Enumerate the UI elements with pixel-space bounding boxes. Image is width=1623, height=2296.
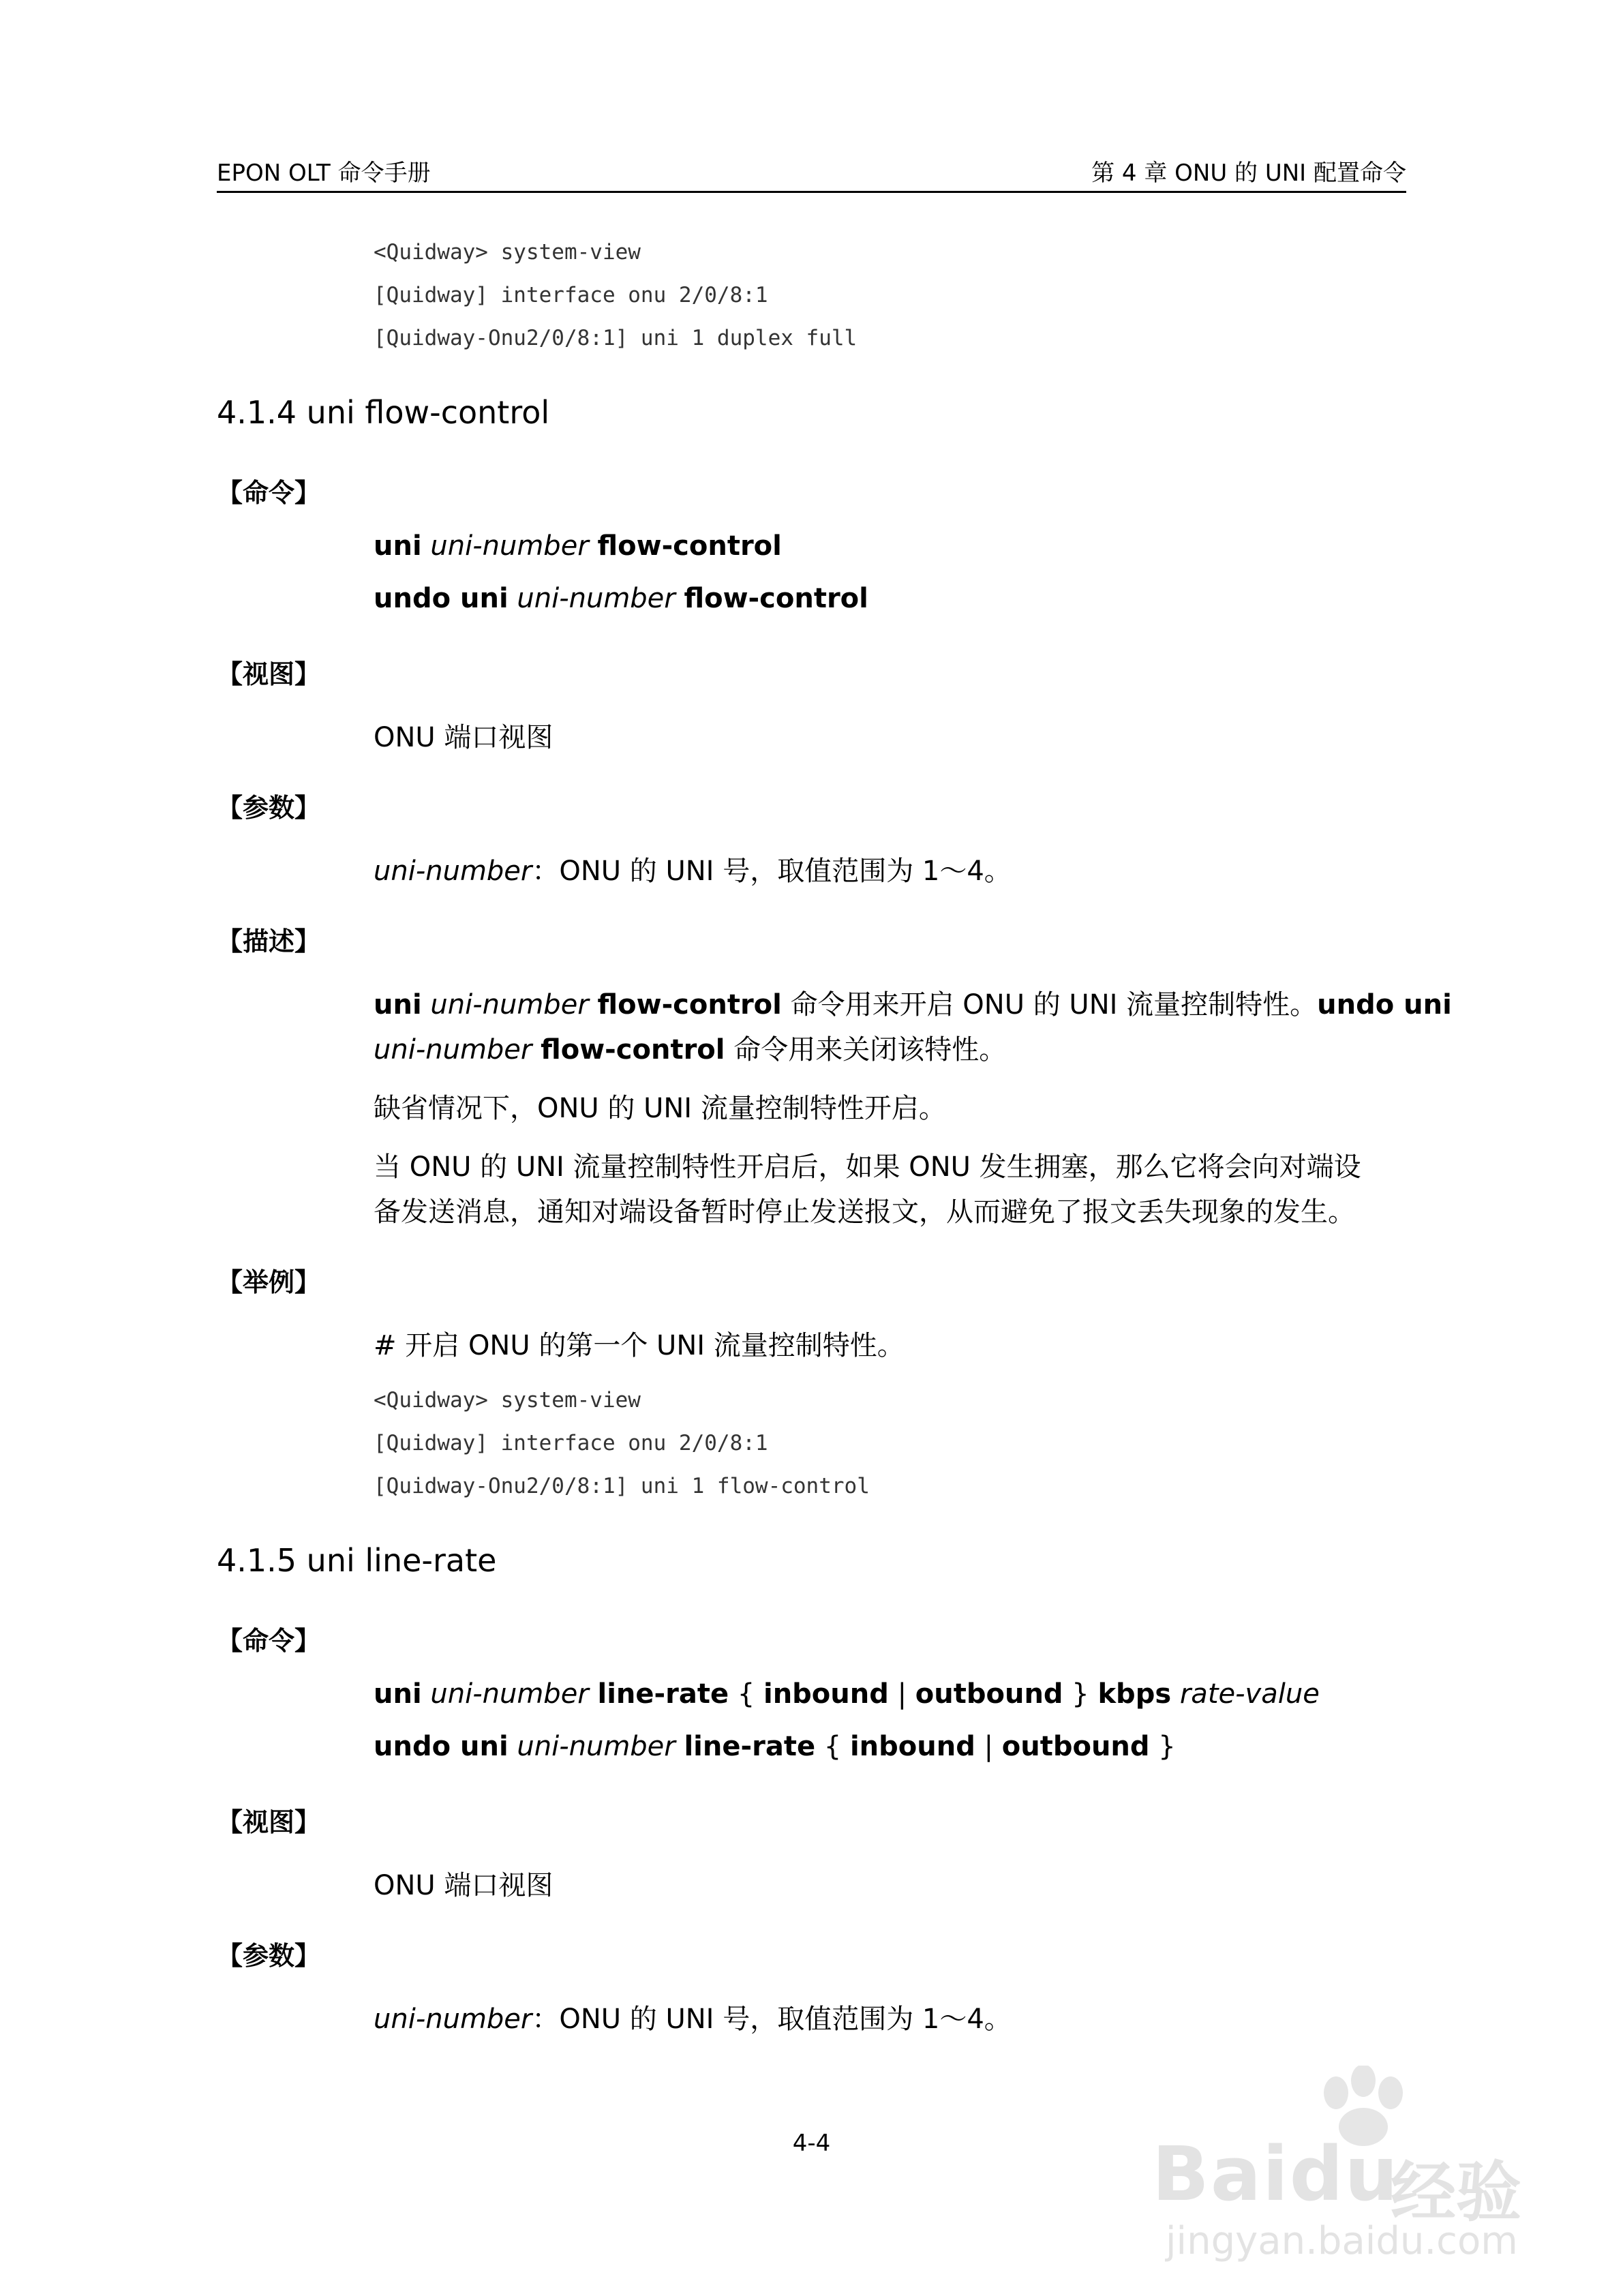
watermark-brand-2: du — [1289, 2130, 1399, 2218]
command-syntax: uni uni-number flow-control — [374, 530, 782, 562]
page-number: 4-4 — [792, 2130, 831, 2157]
command-syntax: uni uni-number line-rate { inbound | outbound } kbps rate-value — [374, 1678, 1320, 1710]
example-text: # 开启 ONU 的第一个 UNI 流量控制特性。 — [374, 1330, 905, 1361]
running-header-left: EPON OLT 命令手册 — [217, 160, 431, 187]
command-syntax-undo: undo uni uni-number flow-control — [374, 583, 868, 614]
label-command: 【命令】 — [217, 478, 321, 508]
description-line: 当 ONU 的 UNI 流量控制特性开启后，如果 ONU 发生拥塞，那么它将会向对端设 — [374, 1151, 1361, 1183]
code-line: <Quidway> system-view — [374, 240, 641, 265]
label-command: 【命令】 — [217, 1626, 321, 1656]
parameter-text: uni-number：ONU 的 UNI 号，取值范围为 1～4。 — [374, 2004, 1012, 2035]
parameter-text: uni-number：ONU 的 UNI 号，取值范围为 1～4。 — [374, 856, 1012, 887]
description-line: 备发送消息，通知对端设备暂时停止发送报文，从而避免了报文丢失现象的发生。 — [374, 1196, 1355, 1228]
label-example: 【举例】 — [217, 1267, 321, 1297]
header-rule — [217, 191, 1406, 193]
command-syntax-undo: undo uni uni-number line-rate { inbound | outbound } — [374, 1731, 1176, 1762]
view-text: ONU 端口视图 — [374, 1870, 553, 1901]
label-view: 【视图】 — [217, 659, 321, 689]
code-line: [Quidway] interface onu 2/0/8:1 — [374, 283, 768, 307]
code-line: [Quidway] interface onu 2/0/8:1 — [374, 1431, 768, 1455]
code-line: [Quidway-Onu2/0/8:1] uni 1 flow-control — [374, 1474, 870, 1498]
view-text: ONU 端口视图 — [374, 722, 553, 753]
code-line: <Quidway> system-view — [374, 1388, 641, 1413]
description-line: 缺省情况下，ONU 的 UNI 流量控制特性开启。 — [374, 1093, 946, 1124]
running-header-right: 第 4 章 ONU 的 UNI 配置命令 — [1091, 160, 1406, 187]
label-parameters: 【参数】 — [217, 793, 321, 823]
baidu-watermark — [1152, 2066, 1534, 2270]
label-description: 【描述】 — [217, 926, 321, 956]
description-line: uni-number flow-control 命令用来关闭该特性。 — [374, 1034, 1007, 1066]
watermark-url: jingyan.baidu.com — [1166, 2219, 1518, 2263]
label-view: 【视图】 — [217, 1807, 321, 1837]
section-title-4-1-4: 4.1.4 uni flow-control — [217, 394, 550, 431]
code-line: [Quidway-Onu2/0/8:1] uni 1 duplex full — [374, 326, 858, 350]
description-line: uni uni-number flow-control 命令用来开启 ONU 的 UNI 流量控制特性。undo uni — [374, 989, 1452, 1021]
watermark-brand: Bai — [1152, 2130, 1290, 2218]
section-title-4-1-5: 4.1.5 uni line-rate — [217, 1542, 497, 1579]
watermark-product: 经验 — [1391, 2154, 1521, 2231]
label-parameters: 【参数】 — [217, 1941, 321, 1971]
